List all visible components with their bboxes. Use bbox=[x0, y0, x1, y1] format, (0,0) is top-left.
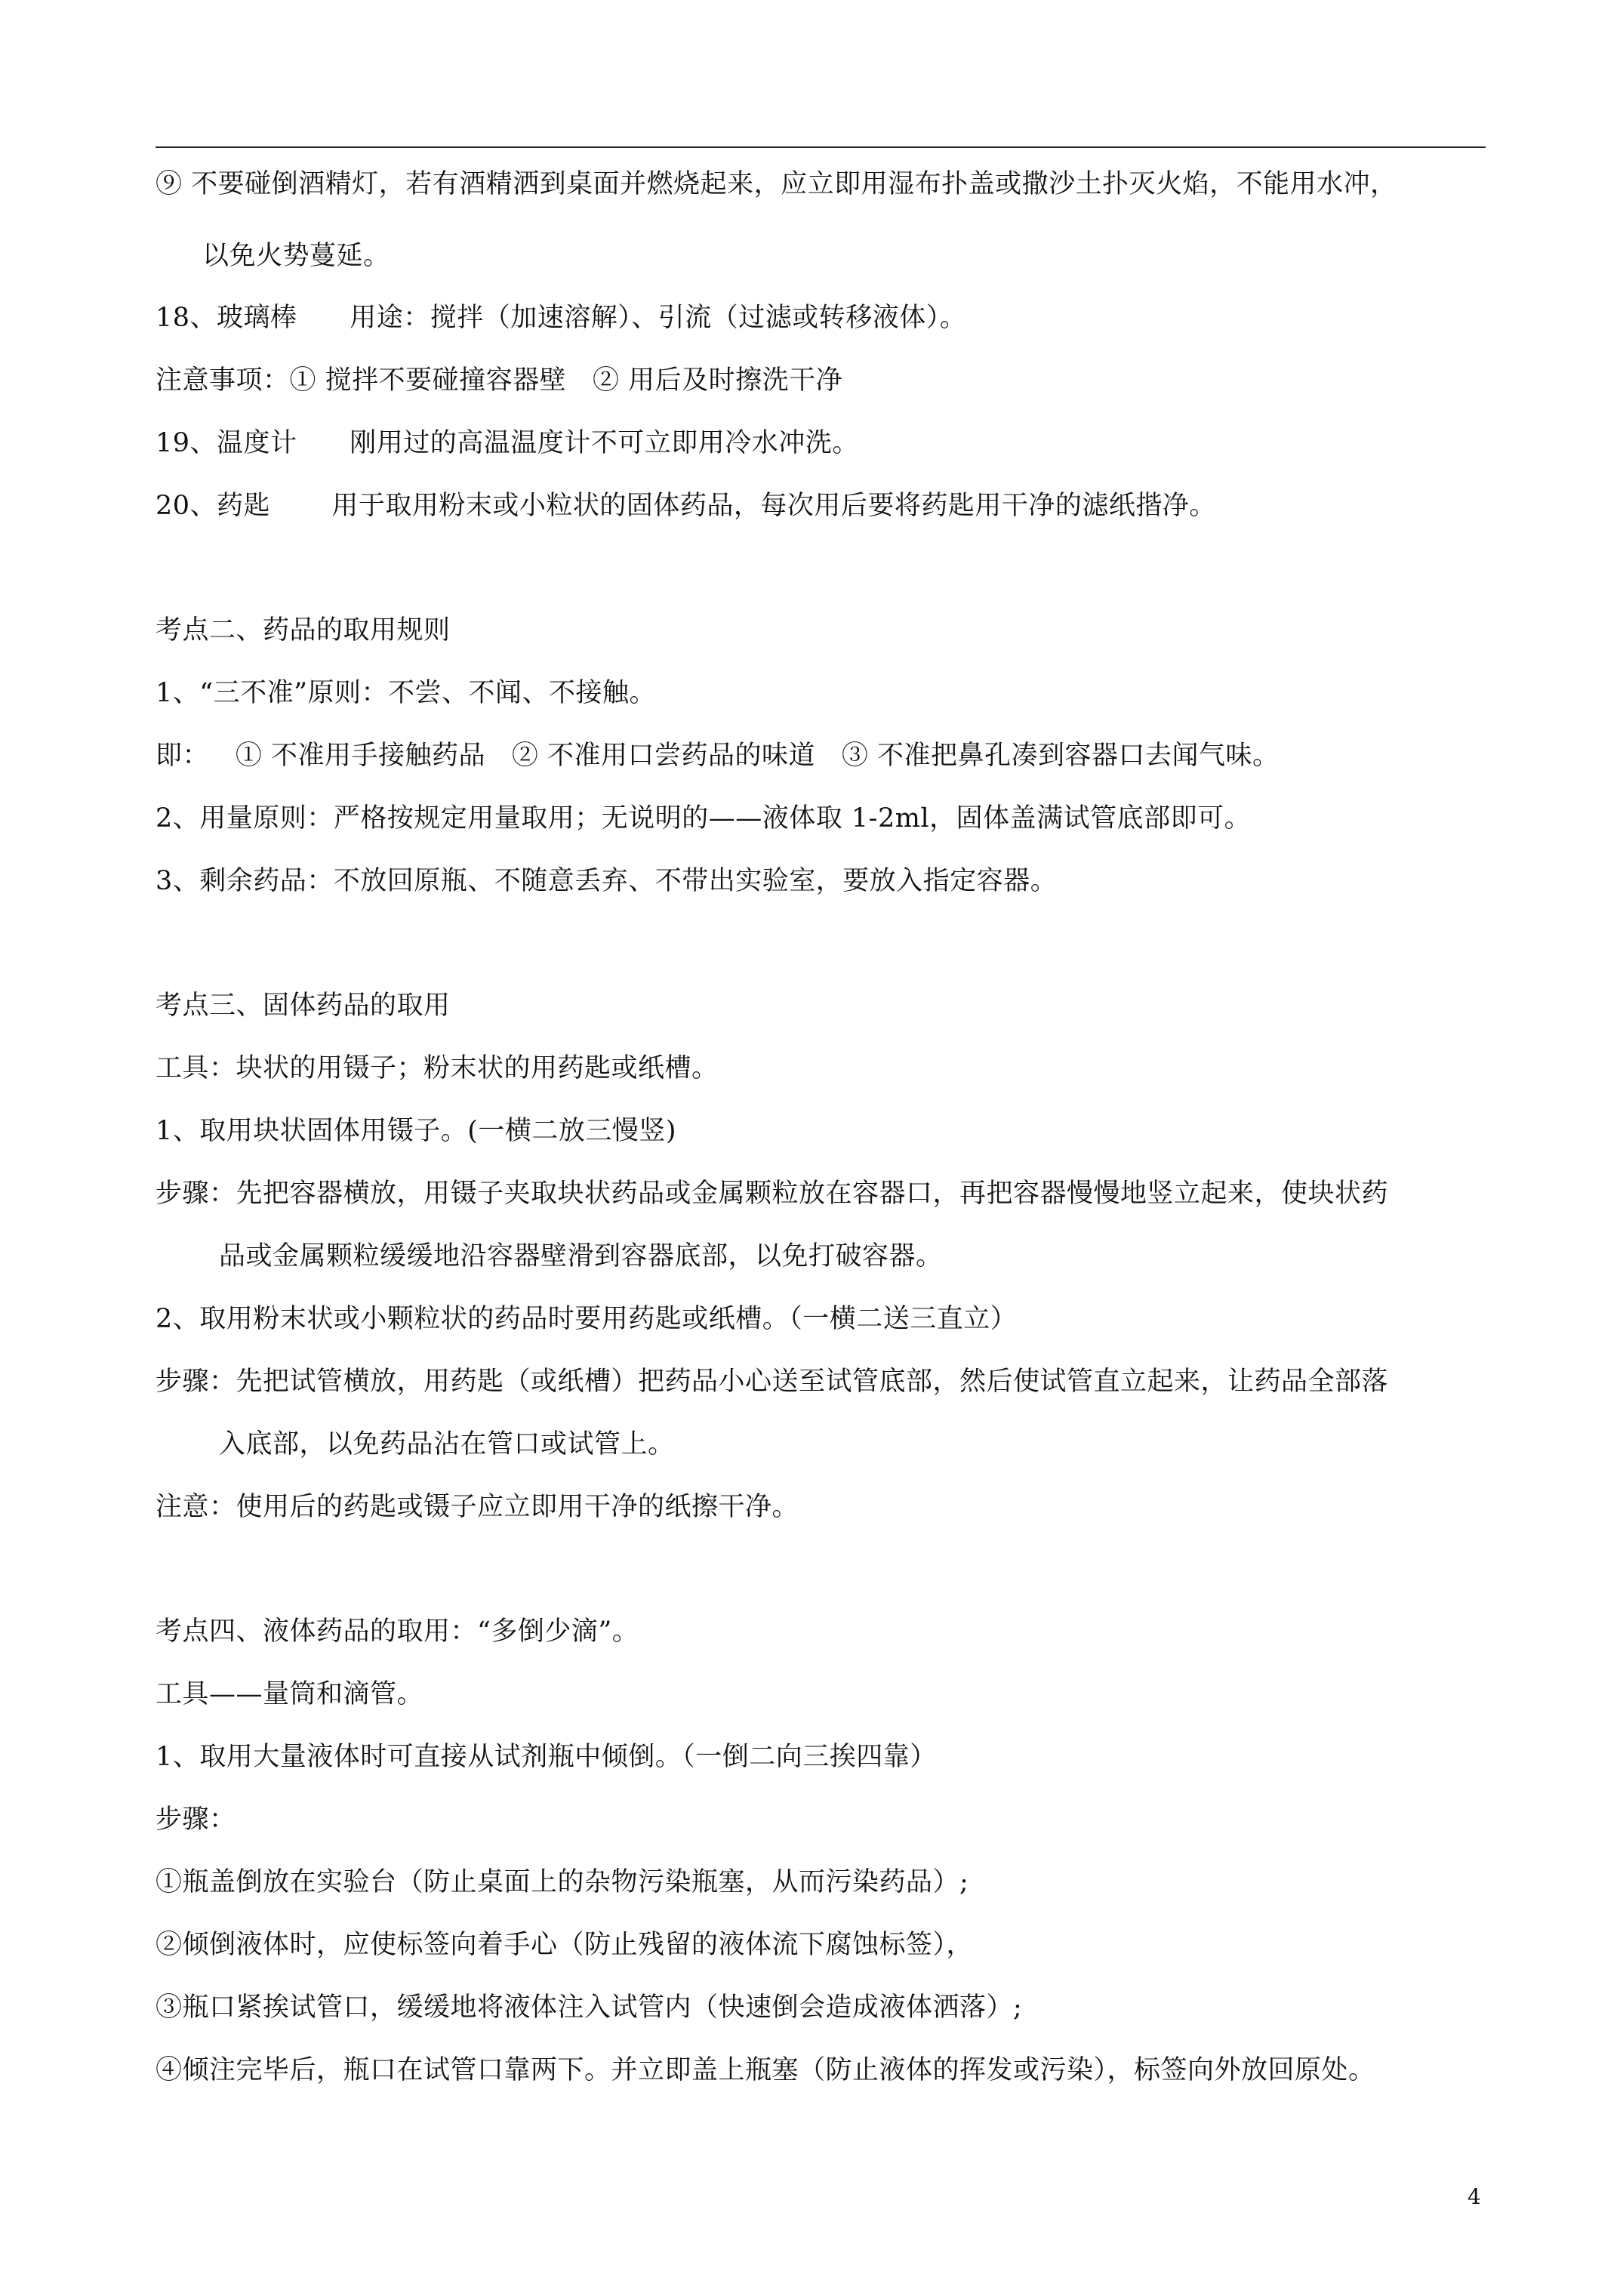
header-rule bbox=[156, 146, 1486, 148]
text-line: 19、温度计 刚用过的高温温度计不可立即用冷水冲洗。 bbox=[156, 428, 859, 458]
text-line: ①瓶盖倒放在实验台（防止桌面上的杂物污染瓶塞，从而污染药品）; bbox=[156, 1867, 969, 1897]
text-line: 步骤：先把容器横放，用镊子夹取块状药品或金属颗粒放在容器口，再把容器慢慢地竖立起来，使块状药 bbox=[156, 1179, 1389, 1209]
text-line: 18、玻璃棒 用途：搅拌（加速溶解）、引流（过滤或转移液体）。 bbox=[156, 303, 967, 333]
text-line: 工具：块状的用镊子；粉末状的用药匙或纸槽。 bbox=[156, 1053, 719, 1083]
text-line: 工具——量筒和滴管。 bbox=[156, 1679, 424, 1709]
text-line: ④倾注完毕后，瓶口在试管口靠两下。并立即盖上瓶塞（防止液体的挥发或污染），标签向外放回原处。 bbox=[156, 2055, 1375, 2085]
text-line: 品或金属颗粒缓缓地沿容器壁滑到容器底部，以免打破容器。 bbox=[219, 1241, 943, 1271]
text-line: ③瓶口紧挨试管口，缓缓地将液体注入试管内（快速倒会造成液体洒落）; bbox=[156, 1992, 1023, 2023]
section-heading: 考点二、药品的取用规则 bbox=[156, 615, 451, 646]
text-line: 1、“三不准”原则：不尝、不闻、不接触。 bbox=[156, 678, 657, 708]
text-line: ⑨ 不要碰倒酒精灯，若有酒精洒到桌面并燃烧起来，应立即用湿布扑盖或撒沙土扑灭火焰，不能用水冲， bbox=[156, 169, 1397, 199]
text-line: 3、剩余药品：不放回原瓶、不随意丢弃、不带出实验室，要放入指定容器。 bbox=[156, 866, 1058, 896]
section-heading: 考点三、固体药品的取用 bbox=[156, 991, 451, 1021]
text-line: 入底部，以免药品沾在管口或试管上。 bbox=[219, 1429, 675, 1459]
section-heading: 考点四、液体药品的取用：“多倒少滴”。 bbox=[156, 1616, 639, 1647]
text-line: 2、取用粉末状或小颗粒状的药品时要用药匙或纸槽。（一横二送三直立） bbox=[156, 1304, 1018, 1334]
text-line: 步骤： bbox=[156, 1804, 236, 1835]
text-line: 2、用量原则：严格按规定用量取用；无说明的——液体取 1-2ml，固体盖满试管底部即可。 bbox=[156, 803, 1252, 834]
text-line: 以免火势蔓延。 bbox=[202, 241, 390, 271]
text-line: 20、药匙 用于取用粉末或小粒状的固体药品，每次用后要将药匙用干净的滤纸揩净。 bbox=[156, 491, 1216, 521]
page-number: 4 bbox=[1467, 2184, 1481, 2209]
text-line: 步骤：先把试管横放，用药匙（或纸槽）把药品小心送至试管底部，然后使试管直立起来，让药品全部落 bbox=[156, 1367, 1389, 1397]
text-line: 注意：使用后的药匙或镊子应立即用干净的纸擦干净。 bbox=[156, 1492, 799, 1522]
text-line: 即： ① 不准用手接触药品 ② 不准用口尝药品的味道 ③ 不准把鼻孔凑到容器口去闻气味。 bbox=[156, 741, 1280, 771]
text-line: 注意事项：① 搅拌不要碰撞容器壁 ② 用后及时擦洗干净 bbox=[156, 365, 843, 396]
text-line: 1、取用块状固体用镊子。(一横二放三慢竖) bbox=[156, 1116, 677, 1146]
text-line: 1、取用大量液体时可直接从试剂瓶中倾倒。（一倒二向三挨四靠） bbox=[156, 1742, 937, 1772]
text-line: ②倾倒液体时，应使标签向着手心（防止残留的液体流下腐蚀标签）， bbox=[156, 1930, 974, 1960]
